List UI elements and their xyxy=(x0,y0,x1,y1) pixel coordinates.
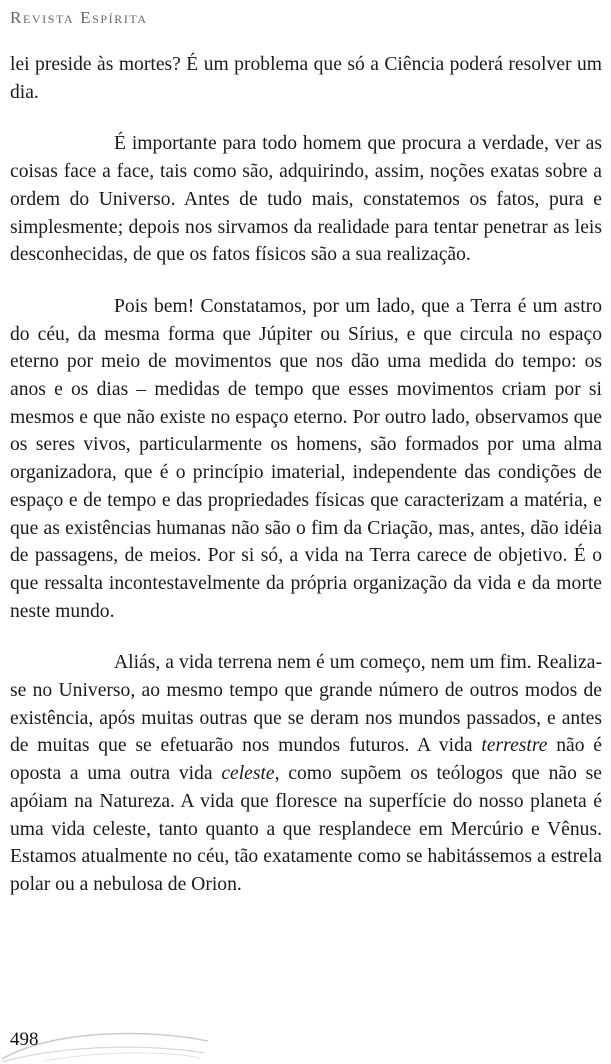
italic-term: celeste xyxy=(221,763,275,785)
article-body xyxy=(10,51,602,899)
paragraph xyxy=(10,649,602,898)
paragraph-continued xyxy=(10,51,602,106)
text-run: Aliás, a vida terrena nem é um começo, nem um fim. Realiza-se no Universo, ao mesmo tempo que grande número de outros modos de existência, após muitas outras que se deram nos mundos passados, e antes de muitas que se efetuarão nos mundos futuros. A vida xyxy=(10,652,602,757)
text-run: , como supõem os teólogos que não se apóiam na Natureza. A vida que floresce na superfície do nosso planeta é uma vida celeste, tanto quanto a que resplandece em Mercúrio e Vênus. Estamos atualmente no céu, tão exatamente como se habitássemos a estrela polar ou a nebulosa de Orion. xyxy=(10,763,602,895)
paragraph xyxy=(10,293,602,625)
text-run: lei preside às mortes? É um problema que só a Ciência poderá resolver um dia. xyxy=(10,54,602,103)
text-run: não é oposta a uma outra vida xyxy=(10,735,602,785)
text-run: Pois bem! Constatamos, por um lado, que a Terra é um astro do céu, da mesma forma que Júpiter ou Sírius, e que circula no espaço eterno por meio de movimentos que nos dão uma medida do tempo: os anos e os dias – medidas de tempo que esses movimentos criam por si mesmos e que não existe no espaço eterno. Por outro lado, observamos que os seres vivos, particularmente os homens, são formados por uma alma organizadora, que é o princípio imaterial, independente das condições de espaço e de tempo e das propriedades físicas que caracterizam a matéria, e que as existências humanas não são o fim da Criação, mas, antes, dão idéia de passagens, de meios. Por si só, a vida na Terra carece de objetivo. É o que ressalta incontestavelmente da própria organização da vida e da morte neste mundo. xyxy=(10,295,602,622)
text-run: É importante para todo homem que procura a verdade, ver as coisas face a face, tais como são, adquirindo, assim, noções exatas sobre a ordem do Universo. Antes de tudo mais, constatemos os fatos, pura e simplesmente; depois nos sirvamos da realidade para tentar penetrar as leis desconhecidas, de que os fatos físicos são a sua realização. xyxy=(10,133,602,266)
running-header: Revista Espírita xyxy=(10,8,148,27)
italic-term: terrestre xyxy=(481,735,548,757)
page-footer xyxy=(0,1025,240,1064)
page-number: 498 xyxy=(10,1029,39,1050)
paragraph xyxy=(10,130,602,269)
